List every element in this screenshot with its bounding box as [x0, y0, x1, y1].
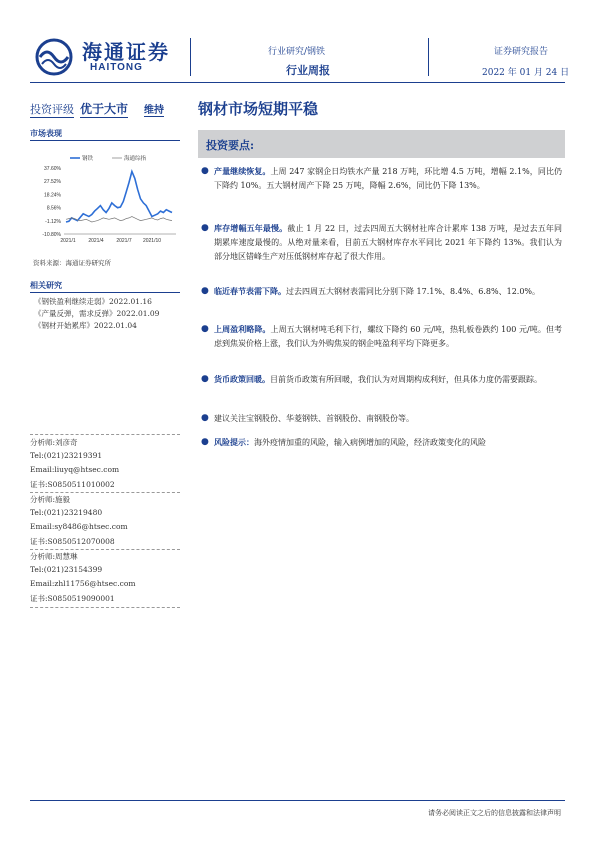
point-paragraph — [214, 164, 562, 193]
point-highlight: 风险提示： — [214, 437, 254, 447]
related-item[interactable]: 《钢材开始累库》2022.01.04 — [34, 321, 137, 330]
analyst-email[interactable]: Email:sy8486@htsec.com — [30, 522, 128, 531]
analyst-divider — [30, 607, 180, 608]
point-paragraph — [214, 435, 562, 450]
point-text: 上周五大钢材吨毛利下行，螺纹下降约 60 元/吨，热轧板卷跌约 100 元/吨。但考虑到焦炭价格上涨，我们认为外购焦炭的钢企吨盈利平均下降更多。 — [214, 325, 563, 348]
x-tick-label: 2021/7 — [116, 238, 132, 244]
chart-source: 资料来源：海通证券研究所 — [33, 259, 111, 267]
haitong-logo-icon — [34, 38, 74, 76]
point-text: 建议关注宝钢股份、华菱钢铁、首钢股份、南钢股份等。 — [214, 414, 414, 423]
point-highlight: 上周盈利略降。 — [214, 324, 271, 334]
legend-label: 海通综指 — [124, 156, 147, 162]
point-text: 海外疫情加重的风险，输入病例增加的风险，经济政策变化的风险 — [254, 438, 486, 447]
x-tick-label: 2021/1 — [60, 238, 76, 244]
legend-label: 钢铁 — [82, 156, 94, 162]
rating-label: 投资评级 — [30, 102, 74, 116]
series-line — [66, 172, 172, 223]
point-text: 过去四周五大钢材表需同比分别下降 17.1%、8.4%、6.8%、12.0%。 — [286, 287, 541, 296]
y-tick-label: 18.24% — [44, 192, 61, 199]
market-heading: 市场表现 — [30, 128, 62, 138]
related-item[interactable]: 《钢铁盈利继续走弱》2022.01.16 — [34, 297, 152, 306]
report-date: 2022 年 01 月 24 日 — [482, 68, 570, 78]
bullet-icon: ● — [201, 286, 209, 296]
y-tick-label: -1.12% — [45, 218, 61, 225]
report-category: 行业研究/钢铁 — [268, 47, 326, 57]
y-tick-label: 8.56% — [46, 205, 61, 212]
analyst-name: 分析师:施毅 — [30, 495, 71, 504]
bullet-icon: ● — [201, 413, 209, 423]
point-highlight: 货币政策回暖。 — [214, 374, 270, 384]
bullet-icon: ● — [201, 437, 209, 447]
footer-rule — [30, 800, 565, 801]
point-paragraph — [214, 411, 562, 426]
bullet-icon: ● — [201, 374, 209, 384]
related-heading: 相关研究 — [30, 280, 62, 290]
analyst-cert: 证书:S0850512070008 — [30, 537, 115, 546]
logo-chinese: 海通证券 — [82, 40, 170, 64]
analyst-tel: Tel:(021)23219480 — [30, 508, 103, 517]
analyst-divider — [30, 434, 180, 435]
market-chart-svg — [30, 150, 180, 250]
point-paragraph — [214, 221, 562, 264]
disclaimer-note: 请务必阅读正文之后的信息披露和法律声明 — [428, 809, 561, 817]
series-line — [66, 217, 172, 223]
header-rule — [30, 82, 565, 83]
header-divider — [428, 38, 429, 76]
y-tick-label: -10.80% — [42, 232, 61, 238]
point-highlight: 临近春节表需下降。 — [214, 286, 286, 296]
report-kind: 行业周报 — [286, 64, 330, 77]
rating-status: 维持 — [144, 101, 164, 117]
analyst-divider — [30, 492, 180, 493]
analyst-name: 分析师:刘彦奇 — [30, 438, 78, 447]
bullet-icon: ● — [201, 223, 209, 233]
logo-english: HAITONG — [90, 62, 143, 73]
related-item[interactable]: 《产量反弹，需求反弹》2022.01.09 — [34, 309, 160, 318]
analyst-email[interactable]: Email:liuyq@htsec.com — [30, 465, 120, 474]
section-rule — [30, 140, 180, 141]
section-rule — [30, 292, 180, 293]
point-paragraph — [214, 372, 562, 387]
report-type: 证券研究报告 — [494, 47, 549, 57]
point-text: 上周 247 家钢企日均铁水产量 218 万吨，环比增 4.5 万吨，增幅 2.1%，同比仍下降约 10%。五大钢材周产下降 25 万吨，降幅 2.6%，同比仍下降 13%。 — [214, 167, 563, 190]
point-text: 截止 1 月 22 日，过去四周五大钢材社库合计累库 138 万吨，是过去五年同期累库速度最慢的。从绝对量来看，目前五大钢材库存水平同比 2021 年下降约 13%。我们认为部分地区错峰生产对压低钢材库存起了很大作用。 — [214, 224, 563, 261]
analyst-divider — [30, 549, 180, 550]
y-tick-label: 37.60% — [44, 166, 61, 172]
rating-bar — [30, 100, 164, 118]
analyst-tel: Tel:(021)23219391 — [30, 451, 103, 460]
bullet-icon: ● — [201, 166, 209, 176]
analyst-tel: Tel:(021)23154399 — [30, 565, 103, 574]
point-paragraph — [214, 284, 562, 299]
key-points-heading: 投资要点: — [206, 139, 255, 152]
point-highlight: 产量继续恢复。 — [214, 166, 271, 176]
rating-value: 优于大市 — [80, 102, 129, 116]
bullet-icon: ● — [201, 324, 209, 334]
analyst-cert: 证书:S0850519090001 — [30, 594, 115, 603]
analyst-email[interactable]: Email:zhl11756@htsec.com — [30, 579, 136, 588]
x-tick-label: 2021/10 — [142, 238, 162, 244]
y-tick-label: 27.52% — [44, 179, 61, 186]
point-text: 目前货币政策有所回暖，我们认为对周期构成利好，但具体力度仍需要跟踪。 — [270, 375, 542, 384]
x-tick-label: 2021/4 — [88, 238, 104, 244]
point-paragraph — [214, 322, 562, 351]
analyst-name: 分析师:周慧琳 — [30, 552, 78, 561]
header-divider — [190, 38, 191, 76]
market-chart — [30, 150, 180, 250]
key-points-header — [198, 130, 565, 158]
report-title: 钢材市场短期平稳 — [198, 100, 319, 118]
point-highlight: 库存增幅五年最慢。 — [214, 223, 288, 233]
analyst-cert: 证书:S0850511010002 — [30, 480, 115, 489]
